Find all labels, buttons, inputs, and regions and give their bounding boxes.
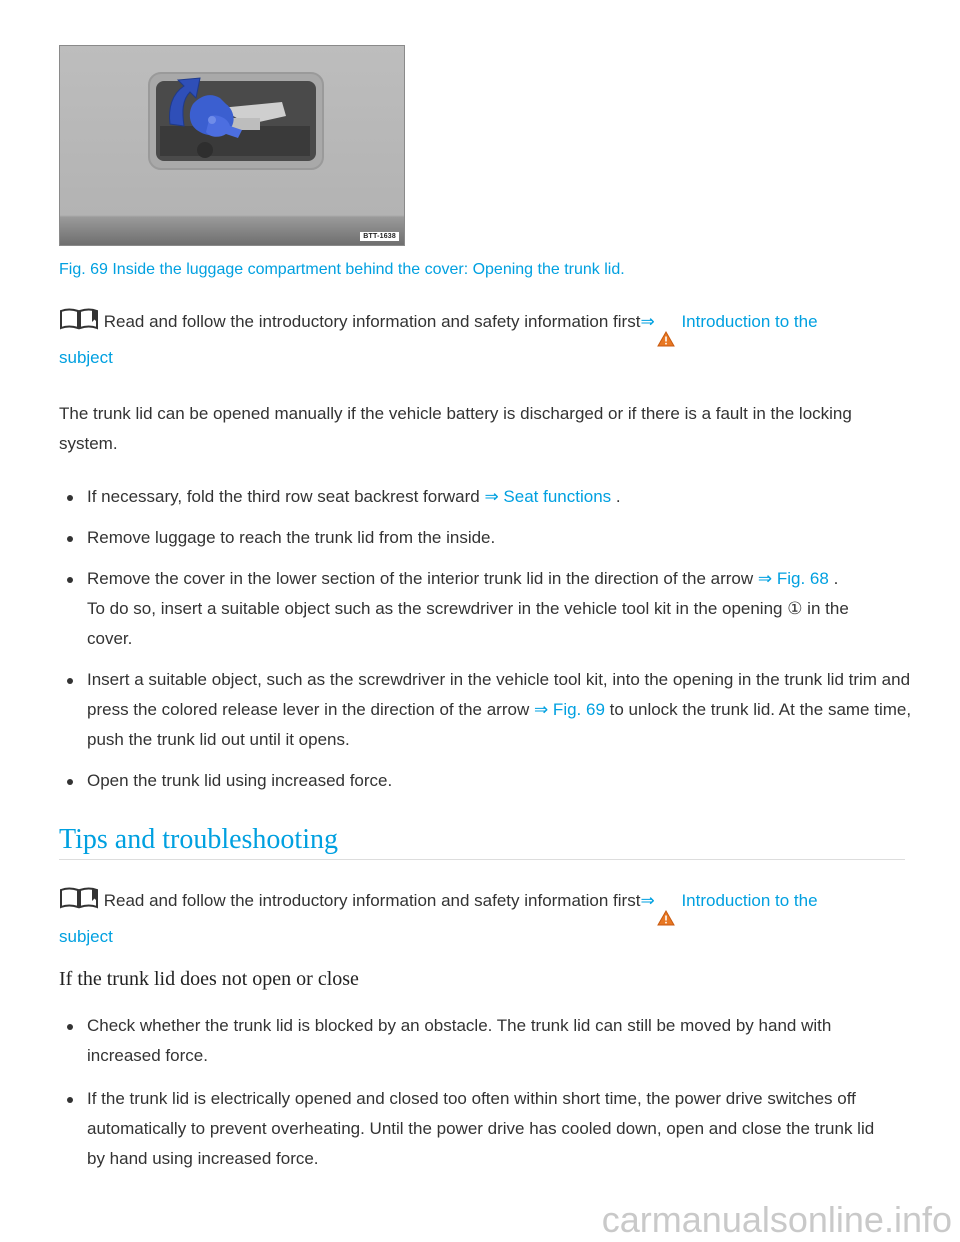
trunk-release-illustration bbox=[60, 46, 405, 246]
figure-caption: Fig. 69 Inside the luggage compartment behind the cover: Opening the trunk lid. bbox=[59, 261, 625, 278]
list-item-text: Remove the cover in the lower section of the interior trunk lid in the direction of the arrow bbox=[87, 569, 758, 588]
book-icon bbox=[59, 887, 99, 909]
section-heading: Tips and troubleshooting bbox=[59, 822, 905, 860]
bullet-icon bbox=[67, 779, 73, 785]
watermark: carmanualsonline.info bbox=[601, 1199, 952, 1240]
bullet-icon bbox=[67, 1024, 73, 1030]
fig-69-link[interactable]: ⇒ Fig. 69 bbox=[533, 700, 605, 719]
list-item bbox=[59, 766, 919, 796]
list-item-text: . bbox=[611, 487, 621, 506]
intro-notice-1 bbox=[59, 307, 919, 373]
list-item bbox=[59, 482, 919, 512]
steps-list bbox=[59, 482, 919, 796]
list-item bbox=[59, 1011, 899, 1071]
list-item-text: Remove luggage to reach the trunk lid from the inside. bbox=[87, 528, 496, 547]
seat-functions-link[interactable]: ⇒ Seat functions bbox=[484, 487, 612, 506]
list-item-text: If necessary, fold the third row seat backrest forward bbox=[87, 487, 485, 506]
fig-68-link[interactable]: ⇒ Fig. 68 bbox=[757, 569, 829, 588]
list-item-text: If the trunk lid is electrically opened and closed too often within short time, the power drive switches off automatically to prevent overheating. Until the power drive has cooled down, open and close the trunk lid by hand using increased force. bbox=[87, 1089, 875, 1168]
intro-arrow[interactable]: ⇒ bbox=[640, 891, 655, 910]
warning-icon bbox=[657, 327, 675, 343]
bullet-icon bbox=[67, 577, 73, 583]
list-item-text: Insert a suitable object, such as the screwdriver in the vehicle tool kit, into the opening in the trunk lid trim and press the colored release lever in the direction of the arrow bbox=[87, 670, 911, 719]
intro-notice-text: Read and follow the introductory information and safety information first bbox=[99, 891, 641, 910]
figure-code: BTT-1638 bbox=[360, 232, 399, 241]
list-item-text: Open the trunk lid using increased force. bbox=[87, 771, 393, 790]
intro-link-introduction[interactable]: Introduction to the bbox=[681, 891, 818, 910]
subheading: If the trunk lid does not open or close bbox=[59, 968, 359, 990]
body-paragraph: The trunk lid can be opened manually if the vehicle battery is discharged or if there is a fault in the locking system. bbox=[59, 404, 852, 453]
trunk-lid-figure bbox=[59, 45, 405, 246]
list-item-text: Check whether the trunk lid is blocked by an obstacle. The trunk lid can still be moved by hand with increased force. bbox=[87, 1016, 832, 1065]
list-item-text: to unlock the trunk lid. At the same time, push the trunk lid out until it opens. bbox=[87, 700, 912, 749]
bullet-icon bbox=[67, 536, 73, 542]
intro-link-introduction[interactable]: Introduction to the bbox=[681, 312, 818, 331]
bullet-icon bbox=[67, 678, 73, 684]
list-item-text: . To do so, insert a suitable object such as the screwdriver in the vehicle tool kit in the opening ① in the cover. bbox=[87, 569, 849, 648]
intro-arrow[interactable]: ⇒ bbox=[640, 312, 655, 331]
tips-list bbox=[59, 1011, 899, 1174]
bullet-icon bbox=[67, 1097, 73, 1103]
warning-icon bbox=[657, 906, 675, 922]
intro-link-subject[interactable]: subject bbox=[59, 927, 113, 946]
list-item bbox=[59, 665, 919, 755]
bullet-icon bbox=[67, 495, 73, 501]
list-item bbox=[59, 523, 919, 553]
list-item bbox=[59, 564, 919, 654]
list-item bbox=[59, 1084, 899, 1174]
book-icon bbox=[59, 308, 99, 330]
intro-notice-2 bbox=[59, 886, 919, 952]
intro-link-subject[interactable]: subject bbox=[59, 348, 113, 367]
intro-notice-text: Read and follow the introductory information and safety information first bbox=[99, 312, 641, 331]
